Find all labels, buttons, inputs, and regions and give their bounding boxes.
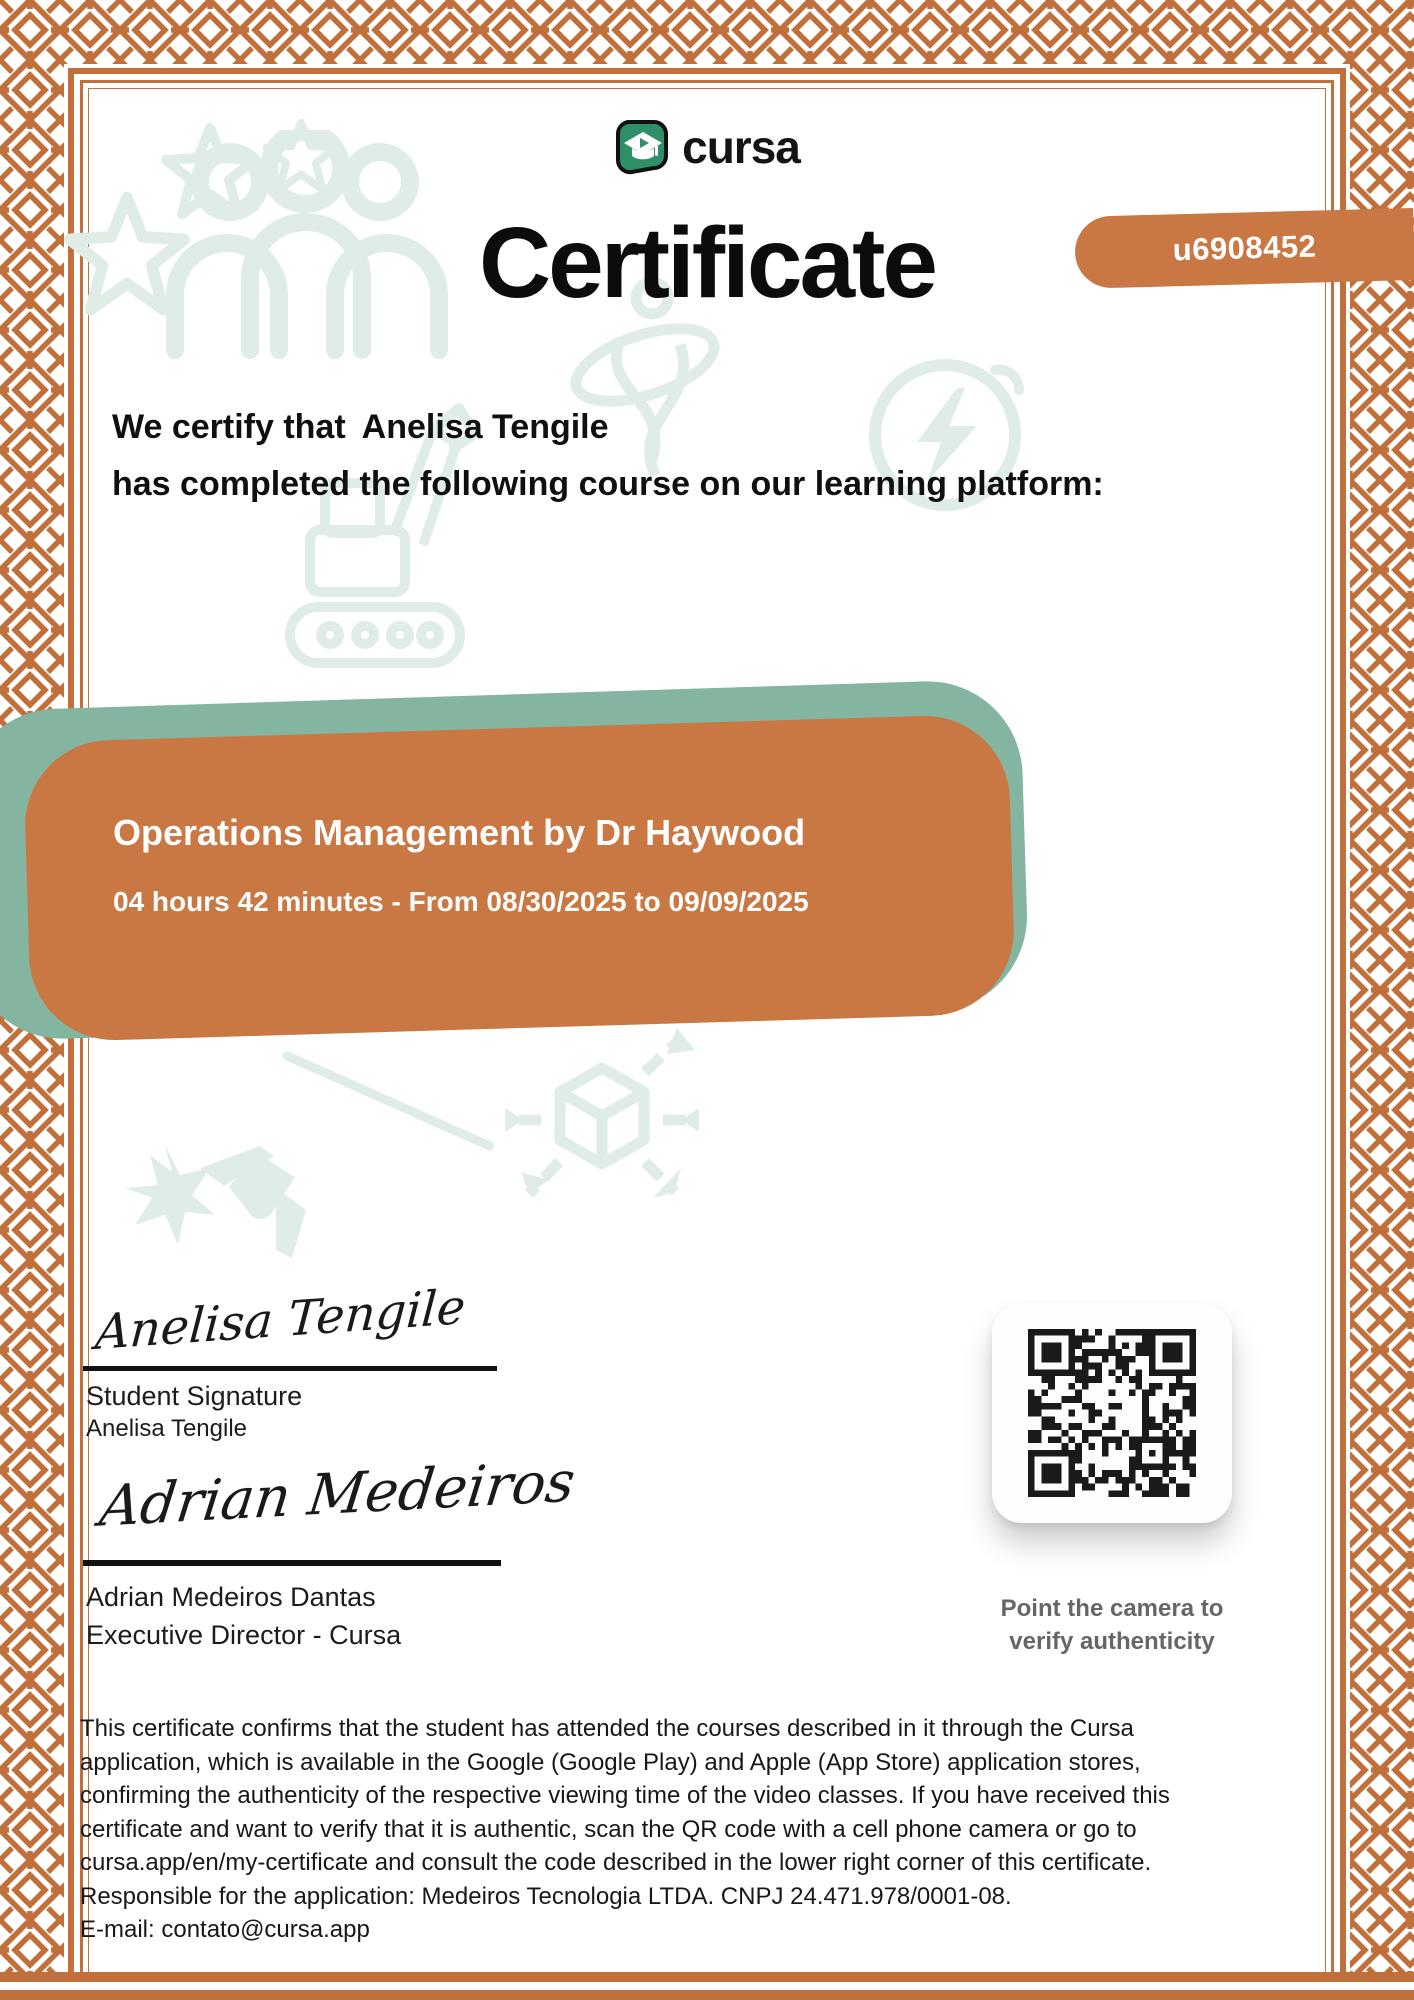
- certificate-title: Certificate: [478, 207, 936, 319]
- certificate-code: u6908452: [1172, 228, 1317, 268]
- certificate-code-badge: [1074, 208, 1414, 289]
- course-title: Operations Management by Dr Haywood: [113, 812, 806, 853]
- qr-caption-line2: verify authenticity: [1009, 1628, 1215, 1655]
- certify-prefix: We certify that: [112, 408, 346, 446]
- cursa-logo: [0, 118, 1414, 176]
- course-details: 04 hours 42 minutes - From 08/30/2025 to 09/09/2025: [113, 886, 809, 917]
- footer-email: E-mail: contato@cursa.app: [80, 1916, 370, 1943]
- director-signature-line: [83, 1560, 501, 1566]
- welding-torch-watermark-icon: [80, 1040, 520, 1265]
- footer-paragraph: This certificate confirms that the student has attended the courses described in it through the Cursa application, which is available in the Google (Google Play) and Apple (App Store) application stores, confirming the authenticity of the respective viewing time of the video classes. If you have received this certificate and want to verify that it is authentic, scan the QR code with a cell phone camera or go to cursa.app/en/my-certificate and consult the code described in the lower right corner of this certificate. Responsible for the application: Medeiros Tecnologia LTDA. CNPJ 24.471.978/0001-08.: [80, 1715, 1170, 1910]
- bottom-accent-bar: [0, 1990, 1414, 2000]
- qr-card: [992, 1303, 1232, 1523]
- qr-code: [1028, 1329, 1196, 1497]
- logistics-cube-watermark-icon: [495, 1010, 710, 1215]
- qr-caption-line1: Point the camera to: [1000, 1595, 1224, 1622]
- course-banner: [23, 713, 1016, 1042]
- student-signature-line: [83, 1366, 497, 1371]
- student-signature-name: Anelisa Tengile: [86, 1415, 248, 1442]
- student-signature-script: Anelisa Tengile: [93, 1278, 468, 1362]
- intro-block: [112, 408, 1104, 504]
- qr-caption: [972, 1592, 1252, 1658]
- footer-block: [80, 1712, 1195, 1947]
- student-name: Anelisa Tengile: [361, 408, 609, 446]
- graduation-cap-play-icon: [614, 118, 672, 176]
- director-role: Executive Director - Cursa: [86, 1620, 402, 1650]
- director-signature-script: Adrian Medeiros: [96, 1449, 579, 1540]
- student-signature-label: Student Signature: [86, 1381, 303, 1411]
- director-name: Adrian Medeiros Dantas: [86, 1582, 376, 1612]
- intro-line-2: has completed the following course on our learning platform:: [112, 465, 1104, 503]
- bottom-accent-bar: [0, 1972, 1414, 1982]
- brand-name: cursa: [682, 121, 800, 173]
